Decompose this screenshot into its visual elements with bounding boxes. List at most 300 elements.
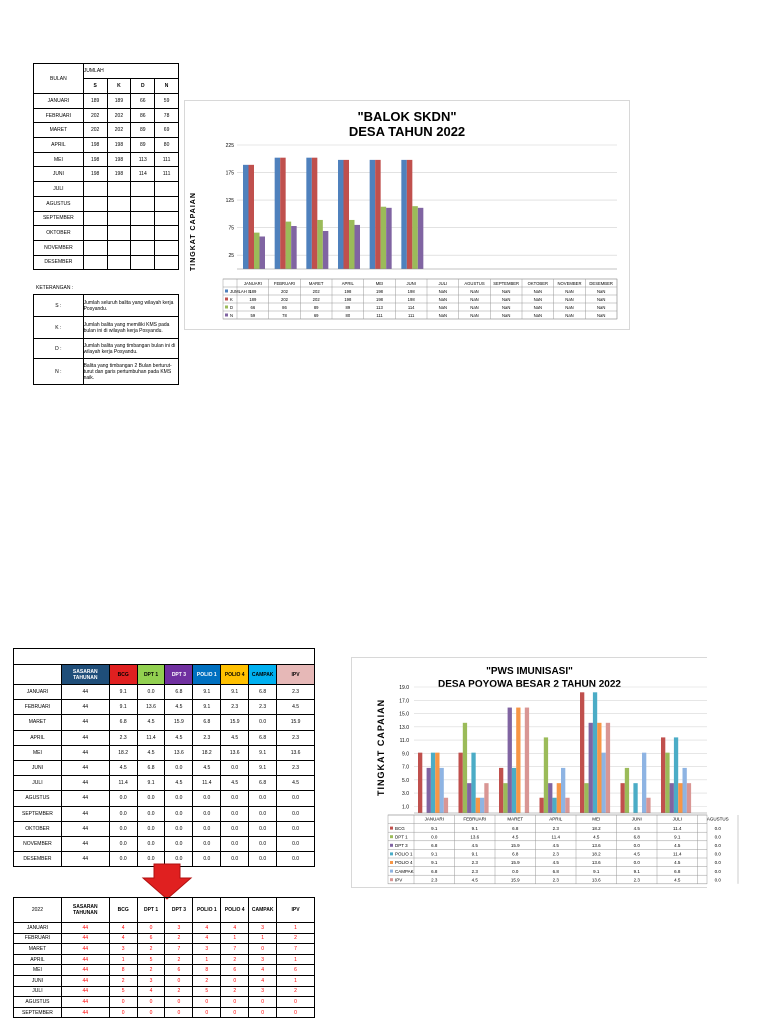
list-item [34,339,179,359]
data-label: 4.5 [512,834,519,840]
value-cell: 11.4 [137,730,165,745]
data-label: 18.2 [591,851,601,857]
value-cell: 0.0 [137,836,165,851]
value-cell: 0.0 [193,836,221,851]
value-cell: 0 [137,923,165,934]
data-label: 4.5 [633,825,640,831]
data-label: 0.0 [714,825,721,831]
value-cell [83,226,107,241]
data-label: NaN [533,305,543,310]
y-tick-label: 1.0 [402,804,409,811]
data-label: 4.5 [633,851,640,857]
data-label: NaN [533,289,543,294]
legend-swatch [390,827,393,830]
bar [381,207,387,269]
keterangan-desc: Balita yang timbangan 2 Bulan berturut-turut dan garis pertumbuhan pada KMS naik. [83,359,178,385]
data-label: NaN [533,297,543,302]
value-cell: 0.0 [109,821,137,836]
legend-swatch [390,835,393,838]
value-cell: 1 [109,954,137,965]
table-row [34,196,179,211]
value-cell: 0.0 [165,760,193,775]
bar [548,783,552,813]
data-label: 114 [407,305,415,310]
table-row [14,954,315,965]
value-cell: 9.1 [109,685,137,700]
table-row [14,1007,315,1018]
table-row [14,700,315,715]
table-row [14,975,315,986]
data-label: NaN [438,313,448,318]
data-label: 13.6 [591,860,601,866]
legend-label: DPT 1 [395,834,408,840]
bar [317,220,323,269]
value-cell: 198 [107,138,131,153]
month-cell: JULI [14,986,62,997]
x-tick-label: NOVEMBER [557,281,582,286]
value-cell: 2.3 [221,700,249,715]
value-cell [131,240,155,255]
data-label: 9.1 [431,825,438,831]
column-header: IPV [277,665,315,685]
value-cell: 198 [83,138,107,153]
value-cell: 0.0 [221,836,249,851]
value-cell: 0.0 [109,791,137,806]
value-cell: 0.0 [165,852,193,867]
table-row [34,255,179,270]
bar [557,783,561,813]
x-tick-label: AGUSTUS [464,281,485,286]
value-cell: 0.0 [277,806,315,821]
data-label: NaN [501,289,511,294]
value-cell: 44 [61,836,109,851]
table-row [14,836,315,851]
bar [254,233,260,269]
x-tick-label: AGUSTUS [706,816,729,822]
legend-label: IPV [395,877,403,883]
value-cell: 2 [109,975,137,986]
data-label: 11.4 [551,834,560,840]
data-label: 89 [313,305,319,310]
month-cell: MEI [34,152,84,167]
value-cell: 44 [61,806,109,821]
value-cell: 4.5 [109,760,137,775]
value-cell: 44 [61,923,109,934]
bar [561,768,565,813]
y-tick-label: 125 [225,198,234,205]
column-header: DPT 1 [137,665,165,685]
bar [386,208,392,269]
y-tick-label: 7.0 [402,764,409,771]
month-cell: JANUARI [34,94,84,109]
data-label: 0.0 [714,834,721,840]
value-cell: 0 [221,997,249,1008]
value-cell: 15.9 [165,715,193,730]
table-row [34,226,179,241]
month-cell: FEBRUARI [14,933,62,944]
table-row [34,108,179,123]
x-tick-label: JANUARI [424,816,444,822]
value-cell: 6 [221,965,249,976]
value-cell [155,196,179,211]
value-cell: 0 [277,1007,315,1018]
month-cell: FEBRUARI [14,700,62,715]
data-label: 198 [407,289,415,294]
legend-swatch [225,298,228,301]
data-label: 0.0 [431,834,438,840]
bar [323,231,329,269]
legend-label: BCG [395,825,405,831]
bar [407,160,413,269]
month-cell: JUNI [14,760,62,775]
value-cell [131,196,155,211]
bar [344,160,350,269]
value-cell: 6.8 [109,715,137,730]
month-cell: SEPTEMBER [34,211,84,226]
value-cell: 89 [131,123,155,138]
value-cell: 44 [61,760,109,775]
value-cell: 2 [221,954,249,965]
value-cell: 2 [137,965,165,976]
data-label: NaN [438,289,448,294]
value-cell: 4 [221,923,249,934]
column-header: POLIO 4 [221,665,249,685]
skdn-chart-ylabel: TINGKAT CAPAIAN [190,192,197,271]
value-cell: 189 [107,94,131,109]
value-cell: 2.3 [109,730,137,745]
value-cell: 0 [193,997,221,1008]
value-cell [155,240,179,255]
month-cell: SEPTEMBER [14,806,62,821]
legend-label: DPT 3 [395,843,408,848]
month-cell: JUNI [34,167,84,182]
month-cell: MEI [14,745,62,760]
value-cell: 13.6 [165,745,193,760]
data-label: 0.0 [714,851,721,857]
x-tick-label: OKTOBER [527,281,549,286]
value-cell: 0.0 [193,806,221,821]
value-cell: 9.1 [137,776,165,791]
data-label: 202 [312,297,320,302]
data-label: 9.1 [431,851,438,857]
value-cell: 2 [165,954,193,965]
value-cell: 4 [249,965,277,976]
bar [435,753,439,813]
value-cell: 3 [165,923,193,934]
table-row [14,730,315,745]
bar [459,753,463,813]
value-cell: 44 [61,933,109,944]
value-cell: 15.9 [277,715,315,730]
x-tick-label: MEI [375,281,384,286]
value-cell: 0 [193,1007,221,1018]
y-tick-label: 3.0 [402,791,409,798]
data-label: 0.0 [714,860,721,866]
header-jumlah: JUMLAH [83,64,178,79]
x-tick-label: JUNI [631,816,642,822]
value-cell: 1 [277,975,315,986]
keterangan-desc: Jumlah seluruh balita yang wilayah kerja Posyandu. [83,295,178,317]
table-row [14,760,315,775]
bar [484,783,488,813]
month-cell: DESEMBER [14,852,62,867]
value-cell: 1 [277,954,315,965]
bar [580,692,584,813]
keterangan-table [33,294,179,385]
value-cell: 0.0 [193,852,221,867]
keterangan-key: K : [34,317,84,339]
value-cell: 7 [221,944,249,955]
column-header: POLIO 1 [193,665,221,685]
bar [370,160,376,269]
x-tick-label: JULI [438,281,448,286]
value-cell: 0.0 [137,791,165,806]
skdn-chart-subtitle: DESA TAHUN 2022 [348,124,466,139]
bar [503,783,507,813]
table-row [34,211,179,226]
value-cell [107,196,131,211]
legend-swatch [390,844,393,847]
value-cell: 4 [193,923,221,934]
value-cell: 6.8 [249,685,277,700]
imunisasi-chart-ylabel: TINGKAT CAPAIAN [376,698,386,796]
data-label: NaN [565,313,574,318]
bar [516,708,520,813]
value-cell: 89 [131,138,155,153]
bar [683,768,687,813]
bar [499,768,503,813]
bar [593,692,597,813]
bar [687,783,691,813]
data-label: NaN [565,305,574,310]
value-cell: 0 [137,997,165,1008]
legend-swatch [390,852,393,855]
value-cell: 69 [155,123,179,138]
value-cell: 9.1 [109,700,137,715]
bar [463,723,467,813]
value-cell: 0.0 [277,821,315,836]
value-cell [131,211,155,226]
keterangan-key: S : [34,295,84,317]
value-cell: 44 [61,821,109,836]
value-cell: 0 [249,944,277,955]
skdn-chart-svg [185,101,629,329]
value-cell: 7 [277,944,315,955]
down-arrow-icon [142,864,192,900]
keterangan-desc: Jumlah balita yang timbangan bulan ini di wilayah kerja Posyandu. [83,339,178,359]
bar [375,160,381,269]
data-label: 202 [281,297,288,302]
data-label: 4.5 [471,877,478,883]
month-cell: SEPTEMBER [14,1007,62,1018]
table-row [14,821,315,836]
value-cell [155,255,179,270]
value-cell: 0.0 [109,806,137,821]
value-cell [83,196,107,211]
value-cell: 44 [61,954,109,965]
x-tick-label: DESEMBER [589,281,613,286]
column-header: POLIO 4 [221,898,249,923]
value-cell: 0 [109,997,137,1008]
header-k: K [107,79,131,94]
data-label: 9.1 [431,860,438,866]
skdn-chart-title: "BALOK SKDN" [357,109,457,124]
imunisasi-chart [351,657,729,888]
keterangan-key: D : [34,339,84,359]
value-cell: 2 [221,986,249,997]
value-cell: 6 [277,965,315,976]
table-row [14,986,315,997]
table-row [14,776,315,791]
value-cell: 44 [61,986,109,997]
value-cell: 1 [221,933,249,944]
data-label: NaN [565,297,574,302]
value-cell: 4 [137,986,165,997]
value-cell: 2.3 [249,700,277,715]
bar [552,798,556,813]
y-tick-label: 75 [228,225,234,232]
value-cell: 44 [61,997,109,1008]
table-row [34,152,179,167]
data-label: NaN [470,297,479,302]
x-tick-label: MARET [308,281,324,286]
column-header: POLIO 1 [193,898,221,923]
value-cell [107,182,131,197]
value-cell: 0 [165,997,193,1008]
data-label: 9.1 [593,868,600,874]
data-label: NaN [501,305,511,310]
value-cell: 0.0 [165,836,193,851]
data-label: 9.1 [471,825,478,831]
month-cell: AGUSTUS [14,791,62,806]
value-cell: 44 [61,745,109,760]
bar [512,768,516,813]
value-cell: 0 [109,1007,137,1018]
legend-label: N [230,313,234,318]
table-row [34,123,179,138]
data-label: 4.5 [552,860,559,866]
list-item [34,295,179,317]
x-tick-label: JANUARI [243,281,262,286]
value-cell: 4.5 [165,700,193,715]
bar [589,723,593,813]
value-cell: 0 [165,975,193,986]
value-cell: 4.5 [193,760,221,775]
value-cell: 0 [277,997,315,1008]
data-label: 202 [281,289,288,294]
legend-label: K [230,297,233,302]
header-d: D [131,79,155,94]
value-cell: 4.5 [221,730,249,745]
value-cell: 0.0 [221,852,249,867]
bar [646,798,650,813]
value-cell: 6.8 [193,715,221,730]
legend-label: POLIO 1 [395,851,413,857]
bar [338,160,344,269]
month-cell: JUNI [14,975,62,986]
value-cell: 2 [165,933,193,944]
month-cell: OKTOBER [34,226,84,241]
count-table [13,897,315,1018]
data-label: 13.6 [470,834,480,840]
value-cell: 0.0 [277,852,315,867]
y-tick-label: 15.0 [399,711,409,718]
month-cell: MARET [14,944,62,955]
column-header: BCG [109,665,137,685]
y-tick-label: 25 [228,253,234,260]
bar [633,783,637,813]
data-label: NaN [596,289,606,294]
value-cell: 13.6 [277,745,315,760]
bar [678,783,682,813]
value-cell [155,226,179,241]
value-cell: 0 [249,1007,277,1018]
month-cell: JANUARI [14,923,62,934]
legend-label: D [230,305,234,310]
value-cell: 44 [61,975,109,986]
value-cell: 6.8 [137,760,165,775]
value-cell: 44 [61,776,109,791]
bar [275,158,281,269]
data-label: NaN [596,305,606,310]
data-label: 198 [376,289,383,294]
value-cell: 0 [221,975,249,986]
value-cell: 0.0 [137,685,165,700]
data-label: NaN [596,313,606,318]
value-cell: 0.0 [221,791,249,806]
data-label: NaN [470,313,479,318]
value-cell [83,255,107,270]
legend-swatch [225,290,228,293]
value-cell: 9.1 [193,685,221,700]
data-label: 0.0 [633,860,640,866]
table-row [14,715,315,730]
legend-swatch [390,861,393,864]
table-row [14,997,315,1008]
x-tick-label: JULI [672,816,682,822]
bar [674,737,678,813]
y-tick-label: 17.0 [399,698,409,705]
x-tick-label: SEPTEMBER [493,281,520,286]
value-cell [131,226,155,241]
value-cell [83,240,107,255]
keterangan-desc: Jumlah balita yang memiliki KMS pada bulan ini di wilayah kerja Posyandu. [83,317,178,339]
value-cell: 4.5 [137,745,165,760]
bar [243,165,249,269]
value-cell: 0.0 [193,791,221,806]
column-header: IPV [277,898,315,923]
value-cell: 202 [83,123,107,138]
value-cell: 0.0 [277,836,315,851]
column-header: DPT 1 [137,898,165,923]
value-cell: 0 [221,1007,249,1018]
value-cell [107,226,131,241]
value-cell: 3 [109,944,137,955]
value-cell: 0 [165,1007,193,1018]
data-label: 2.3 [552,825,559,831]
data-label: 4.5 [674,877,681,883]
data-label: NaN [501,313,511,318]
data-label: NaN [596,297,606,302]
data-label: NaN [470,289,479,294]
month-cell: MEI [14,965,62,976]
data-label: 6.8 [633,834,640,840]
value-cell: 44 [61,715,109,730]
month-cell: OKTOBER [14,821,62,836]
x-tick-label: FEBRUARI [463,816,487,822]
value-cell: 2.3 [193,730,221,745]
skdn-chart [184,100,630,330]
